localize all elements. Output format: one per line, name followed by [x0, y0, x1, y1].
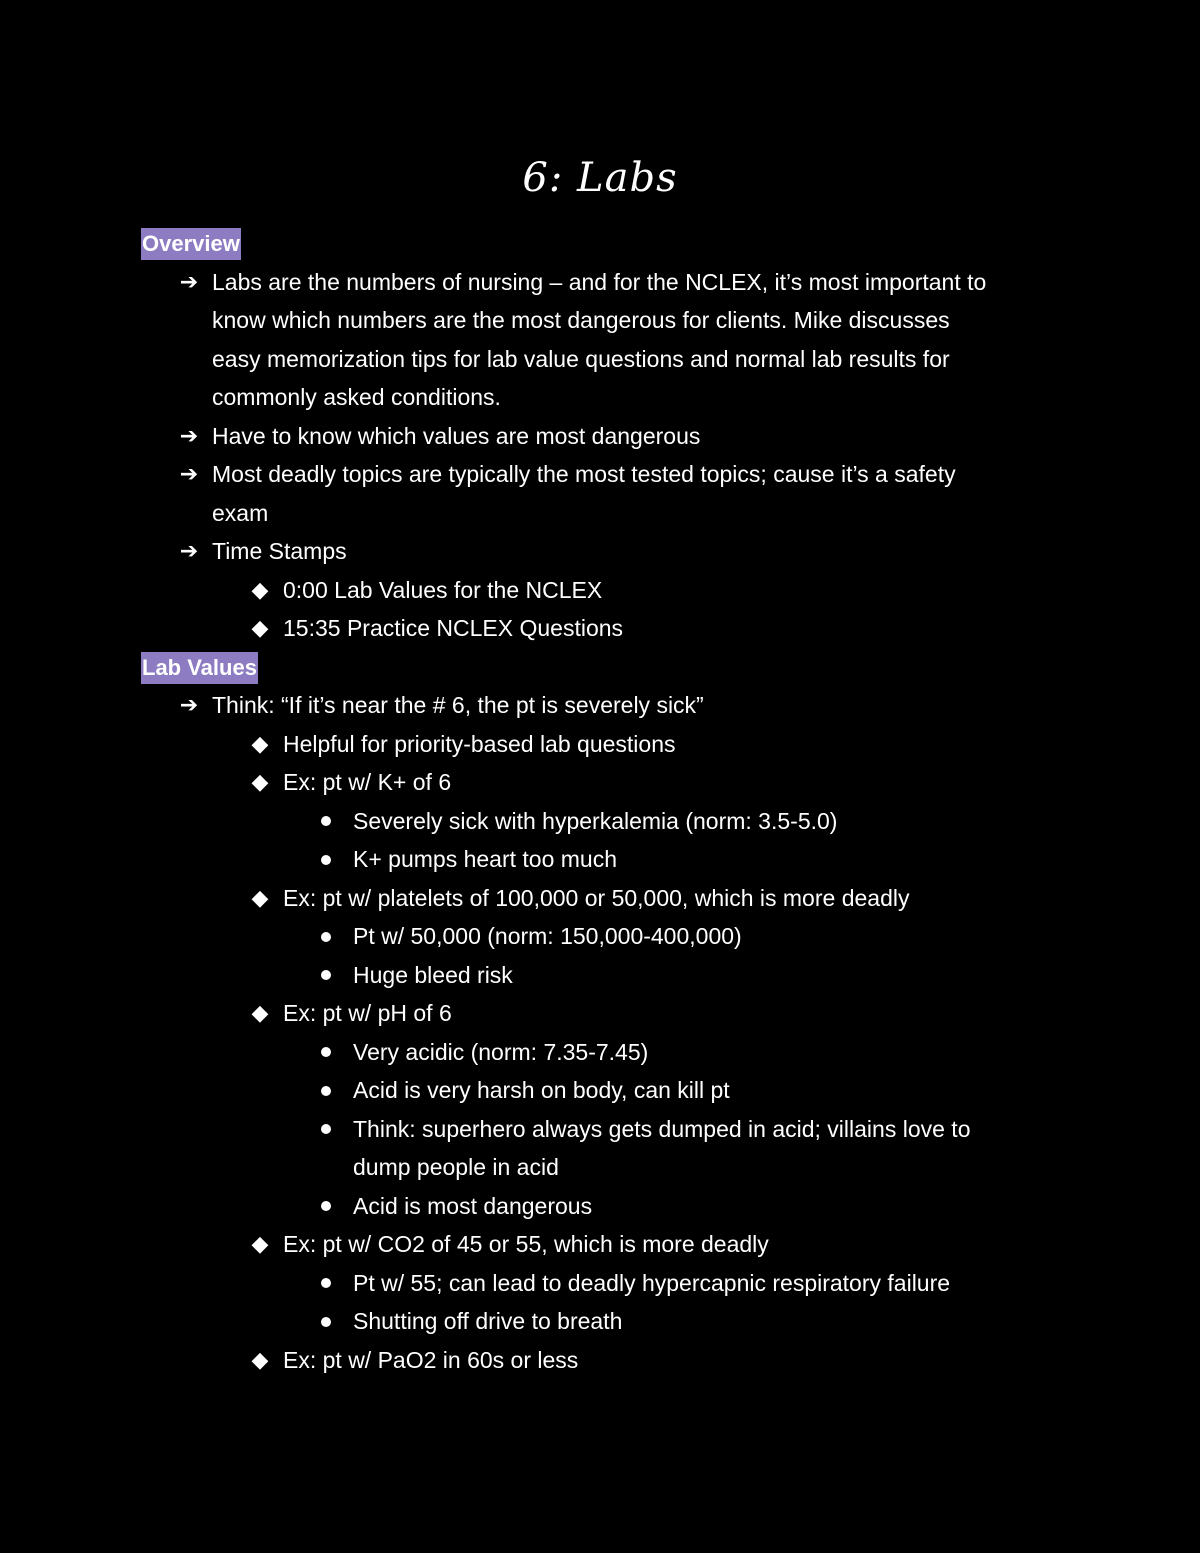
- list-item-text: Shutting off drive to breath: [353, 1308, 623, 1334]
- list-item: [0, 263, 1200, 302]
- diamond-bullet-icon: ◆: [251, 1346, 269, 1372]
- arrow-bullet-icon: ➔: [179, 692, 199, 717]
- list-item: [0, 1148, 1200, 1187]
- list-item-text: commonly asked conditions.: [212, 384, 501, 410]
- list-item: [0, 1302, 1200, 1341]
- list-item: [0, 1264, 1200, 1303]
- list-item-text: Most deadly topics are typically the most tested topics; cause it’s a safety: [212, 461, 956, 487]
- list-item: [0, 340, 1200, 379]
- list-item: [0, 609, 1200, 648]
- list-item: [0, 725, 1200, 764]
- list-item-text: know which numbers are the most dangerous for clients. Mike discusses: [212, 307, 950, 333]
- diamond-bullet-icon: ◆: [251, 576, 269, 602]
- list-item: [0, 879, 1200, 918]
- section-heading: Overview: [141, 228, 241, 260]
- dot-shape: [321, 932, 331, 942]
- list-item-text: K+ pumps heart too much: [353, 846, 618, 872]
- list-item: [0, 1033, 1200, 1072]
- list-item-text: Helpful for priority-based lab questions: [283, 730, 676, 757]
- arrow-bullet-icon: ➔: [179, 538, 199, 563]
- dot-shape: [321, 1278, 331, 1288]
- diamond-bullet-icon: ◆: [251, 884, 269, 910]
- diamond-bullet-icon: ◆: [251, 730, 269, 756]
- list-item: [0, 571, 1200, 610]
- dot-shape: [321, 816, 331, 826]
- dot-bullet-icon: [316, 1302, 336, 1341]
- dot-bullet-icon: [316, 1071, 336, 1110]
- list-item-text: Acid is very harsh on body, can kill pt: [353, 1077, 730, 1103]
- list-item-text: Severely sick with hyperkalemia (norm: 3.5-5.0): [353, 807, 838, 834]
- diamond-bullet-icon: ◆: [251, 615, 269, 640]
- list-item: [0, 1225, 1200, 1264]
- list-item-text: Acid is most dangerous: [353, 1192, 593, 1219]
- dot-bullet-icon: [316, 1033, 336, 1072]
- list-item-text: Ex: pt w/ PaO2 in 60s or less: [283, 1346, 579, 1373]
- list-item: [0, 378, 1200, 417]
- dot-bullet-icon: [316, 1264, 336, 1303]
- list-item: [0, 1110, 1200, 1149]
- dot-shape: [321, 1047, 331, 1057]
- list-item: [0, 802, 1200, 841]
- arrow-bullet-icon: ➔: [179, 461, 199, 486]
- dot-bullet-icon: [316, 840, 336, 879]
- list-item-text: Ex: pt w/ CO2 of 45 or 55, which is more deadly: [283, 1231, 769, 1257]
- list-item: [0, 455, 1200, 494]
- dot-shape: [321, 1124, 331, 1134]
- section-heading-row: [141, 648, 1141, 687]
- list-item: [0, 840, 1200, 879]
- dot-shape: [321, 855, 331, 865]
- list-item: [0, 494, 1200, 533]
- diamond-bullet-icon: ◆: [251, 1000, 269, 1025]
- list-item: [0, 763, 1200, 802]
- section-heading-row: [141, 224, 1141, 263]
- list-item-text: Pt w/ 55; can lead to deadly hypercapnic respiratory failure: [353, 1269, 951, 1296]
- list-item: [0, 532, 1200, 571]
- list-item-text: Ex: pt w/ pH of 6: [283, 1000, 452, 1026]
- list-item-text: Pt w/ 50,000 (norm: 150,000-400,000): [353, 923, 742, 949]
- dot-shape: [321, 970, 331, 980]
- list-item-text: exam: [212, 499, 269, 526]
- list-item-text: 0:00 Lab Values for the NCLEX: [283, 576, 603, 603]
- list-item-text: Time Stamps: [212, 538, 347, 564]
- list-item: [0, 917, 1200, 956]
- dot-bullet-icon: [316, 917, 336, 956]
- dot-bullet-icon: [316, 1110, 336, 1149]
- list-item: [0, 956, 1200, 995]
- list-item-text: Huge bleed risk: [353, 961, 513, 988]
- dot-bullet-icon: [316, 956, 336, 995]
- list-item: [0, 301, 1200, 340]
- diamond-bullet-icon: ◆: [251, 769, 269, 794]
- list-item-text: dump people in acid: [353, 1154, 559, 1180]
- list-item: [0, 1071, 1200, 1110]
- list-item-text: Think: superhero always gets dumped in acid; villains love to: [353, 1115, 971, 1142]
- list-item-text: Very acidic (norm: 7.35-7.45): [353, 1038, 649, 1065]
- document-body: [0, 224, 1200, 1379]
- dot-shape: [321, 1201, 331, 1211]
- list-item: [0, 994, 1200, 1033]
- list-item-text: Think: “If it’s near the # 6, the pt is severely sick”: [212, 692, 704, 718]
- page-title: 6: Labs: [522, 155, 678, 201]
- section-heading: Lab Values: [141, 652, 258, 684]
- dot-shape: [321, 1086, 331, 1096]
- arrow-bullet-icon: ➔: [179, 268, 199, 294]
- arrow-bullet-icon: ➔: [179, 422, 199, 448]
- list-item-text: easy memorization tips for lab value questions and normal lab results for: [212, 345, 950, 372]
- list-item-text: Have to know which values are most dangerous: [212, 422, 701, 449]
- list-item-text: Labs are the numbers of nursing – and for the NCLEX, it’s most important to: [212, 268, 987, 295]
- diamond-bullet-icon: ◆: [251, 1231, 269, 1256]
- list-item-text: Ex: pt w/ K+ of 6: [283, 769, 452, 795]
- list-item-text: Ex: pt w/ platelets of 100,000 or 50,000, which is more deadly: [283, 884, 910, 911]
- list-item: [0, 1187, 1200, 1226]
- list-item: [0, 417, 1200, 456]
- dot-bullet-icon: [316, 1187, 336, 1226]
- list-item-text: 15:35 Practice NCLEX Questions: [283, 615, 624, 641]
- list-item: [0, 1341, 1200, 1380]
- dot-shape: [321, 1317, 331, 1327]
- dot-bullet-icon: [316, 802, 336, 841]
- list-item: [0, 686, 1200, 725]
